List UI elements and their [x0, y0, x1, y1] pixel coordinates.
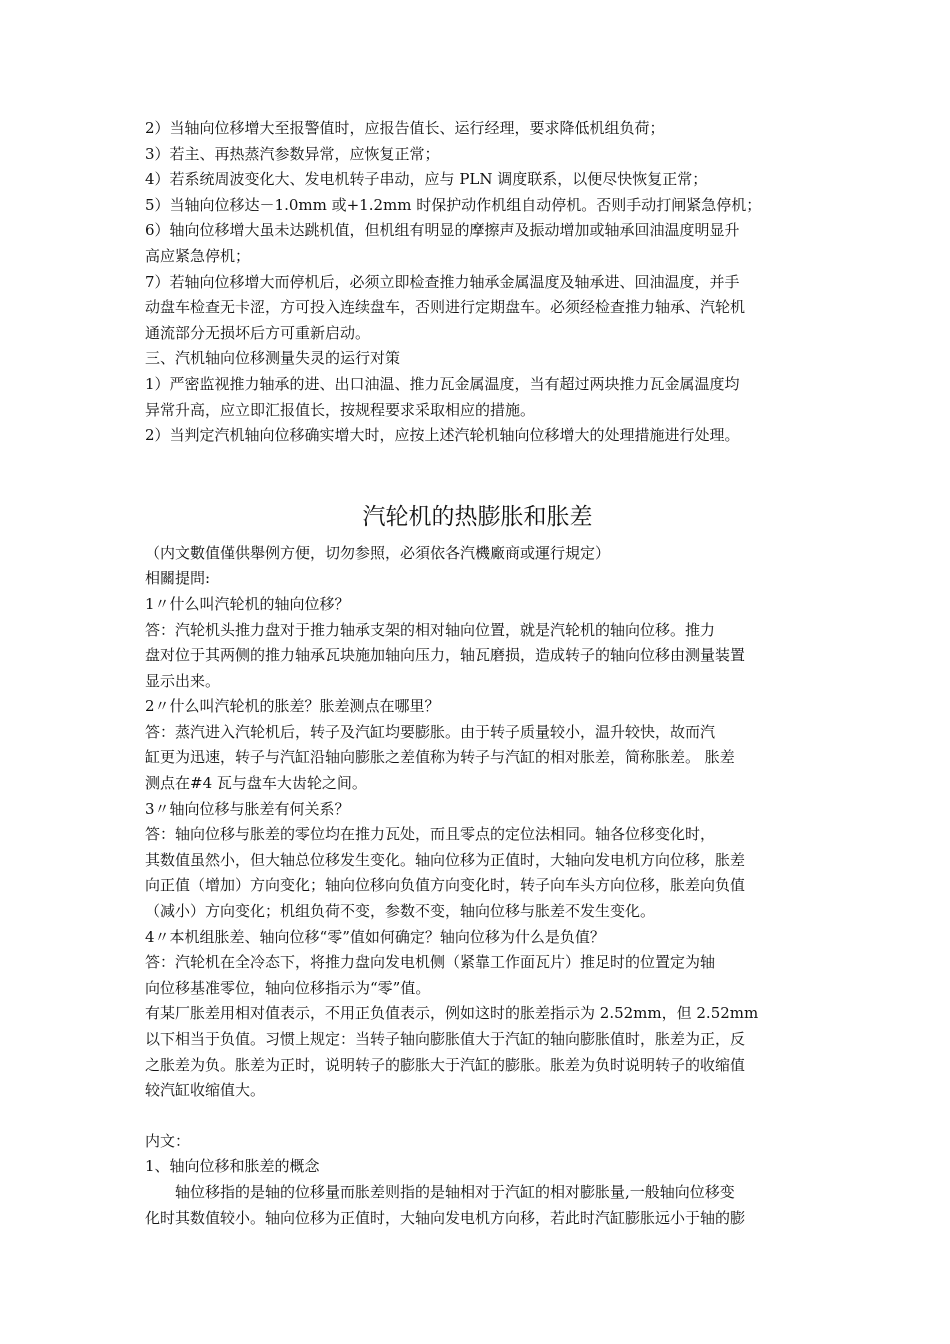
text-line: 动盘车检查无卡涩，方可投入连续盘车，否则进行定期盘车。必须经检查推力轴承、汽轮机	[145, 298, 746, 317]
text-line: 通流部分无损坏后方可重新启动。	[145, 323, 371, 342]
section-body	[145, 1129, 810, 1231]
body-heading: 内文：	[145, 1131, 191, 1150]
answer-line: 答：汽轮机在全冷态下，将推力盘向发电机侧（紧靠工作面瓦片）推足时的位置定为轴	[145, 953, 716, 972]
question: 1〃什么叫汽轮机的轴向位移？	[145, 594, 350, 613]
answer-line: 答：蒸汽进入汽轮机后，转子及汽缸均要膨胀。由于转子质量较小，温升较快，故而汽	[145, 722, 716, 741]
answer-line: 答：轴向位移与胀差的零位均在推力瓦处，而且零点的定位法相同。轴各位移变化时，	[145, 825, 716, 844]
body-subheading: 1、轴向位移和胀差的概念	[145, 1157, 320, 1176]
answer-line: （减小）方向变化；机组负荷不变，参数不变，轴向位移与胀差不发生变化。	[145, 902, 656, 921]
answer-line: 缸更为迅速，转子与汽缸沿轴向膨胀之差值称为转子与汽缸的相对胀差，简称胀差。 胀差	[145, 748, 735, 767]
answer-line: 盘对位于其两侧的推力轴承瓦块施加轴向压力，轴瓦磨损，造成转子的轴向位移由测量装置	[145, 646, 746, 665]
page-title: 汽轮机的热膨胀和胀差	[362, 503, 593, 530]
question: 2〃什么叫汽轮机的胀差？胀差测点在哪里？	[145, 697, 440, 716]
text-line: 4）若系统周波变化大、发电机转子串动，应与 PLN 调度联系，以便尽快恢复正常；	[145, 170, 708, 189]
answer-line: 测点在#4 瓦与盘车大齿轮之间。	[145, 774, 367, 793]
answer-line: 有某厂胀差用相对值表示，不用正负值表示，例如这时的胀差指示为 2.52mm，但 2.52mm	[145, 1004, 759, 1023]
answer-line: 其数值虽然小，但大轴总位移发生变化。轴向位移为正值时，大轴向发电机方向位移，胀差	[145, 850, 746, 869]
text-line: 5）当轴向位移达－1.0mm 或+1.2mm 时保护动作机组自动停机。否则手动打闸紧急停机；	[145, 195, 762, 214]
text-line: 异常升高，应立即汇报值长，按规程要求采取相应的措施。	[145, 400, 536, 419]
answer-line: 向位移基准零位，轴向位移指示为“零”值。	[145, 978, 431, 997]
text-line: 7）若轴向位移增大而停机后，必须立即检查推力轴承金属温度及轴承进、回油温度，并手	[145, 272, 740, 291]
text-line: 6）轴向位移增大虽未达跳机值，但机组有明显的摩擦声及振动增加或轴承回油温度明显升	[145, 221, 740, 240]
answer-line: 答：汽轮机头推力盘对于推力轴承支架的相对轴向位置，就是汽轮机的轴向位移。推力	[145, 620, 716, 639]
text-line: 3）若主、再热蒸汽参数异常，应恢复正常；	[145, 144, 440, 163]
answer-line: 较汽缸收缩值大。	[145, 1081, 266, 1100]
section-handling-measures	[145, 116, 810, 449]
document-page	[145, 116, 810, 1231]
text-line: 2）当轴向位移增大至报警值时，应报告值长、运行经理，要求降低机组负荷；	[145, 119, 665, 137]
text-line: 2）当判定汽机轴向位移确实增大时，应按上述汽轮机轴向位移增大的处理措施进行处理。	[145, 426, 740, 445]
answer-line: 以下相当于负值。习惯上规定：当转子轴向膨胀值大于汽缸的轴向膨胀值时，胀差为正，反	[145, 1030, 746, 1048]
section-related-questions	[145, 541, 810, 1104]
answer-line: 显示出来。	[145, 671, 221, 690]
disclaimer: （内文數值僅供舉例方便，切勿参照，必須依各汽機廠商或運行規定）	[145, 543, 611, 562]
question: 3〃轴向位移与胀差有何关系？	[145, 799, 350, 818]
blank-line	[145, 1104, 810, 1129]
text-line: 高应紧急停机；	[145, 246, 251, 265]
subheading: 相關提問:	[145, 569, 211, 588]
paragraph-line: 轴位移指的是轴的位移量而胀差则指的是轴相对于汽缸的相对膨胀量,一般轴向位移变	[175, 1182, 735, 1201]
answer-line: 向正值（增加）方向变化；轴向位移向负值方向变化时，转子向车头方向位移，胀差向负值	[145, 876, 746, 895]
answer-line: 之胀差为负。胀差为正时，说明转子的膨胀大于汽缸的膨胀。胀差为负时说明转子的收缩值	[145, 1055, 746, 1074]
section-heading: 三、汽机轴向位移测量失灵的运行对策	[145, 349, 401, 368]
question: 4〃本机组胀差、轴向位移“零”值如何确定？轴向位移为什么是负值？	[145, 927, 605, 946]
text-line: 1）严密监视推力轴承的进、出口油温、推力瓦金属温度，当有超过两块推力瓦金属温度均	[145, 374, 740, 393]
paragraph-line: 化时其数值较小。轴向位移为正值时，大轴向发电机方向移，若此时汽缸膨胀远小于轴的膨	[145, 1208, 746, 1227]
